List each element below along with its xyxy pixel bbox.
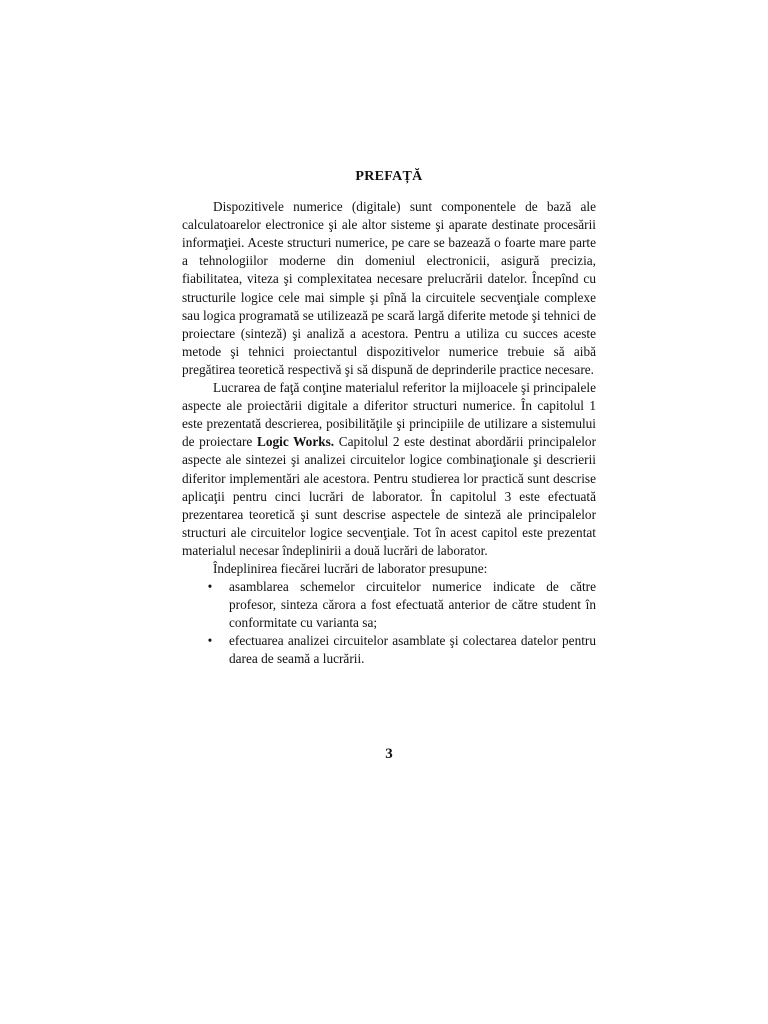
list-item-text: efectuarea analizei circuitelor asamblate şi colectarea datelor pentru darea de seamă a lucrării.: [229, 633, 596, 667]
paragraph-requirements: Îndeplinirea fiecărei lucrări de laborator presupune:: [213, 560, 488, 576]
paragraph-contents-text-2: Capitolul 2 este destinat abordării principalelor aspecte ale sintezei şi analizei circuitelor logice combinaţionale şi descrierii diferitor implementări ale acestora. Pentru studierea lor practică sunt descrise aplicaţii pentru cinci lucrări de laborator. În capitolul 3 este efectuată prezentarea teoretică şi sunt descrise aspectele de sinteză ale principalelor structuri ale circuitelor logice secvenţiale. Tot în acest capitol este prezentat materialul necesar îndeplinirii a două lucrări de laborator.: [182, 434, 597, 558]
document-page: [182, 168, 596, 669]
list-item: [182, 632, 596, 668]
list-item: [182, 578, 596, 632]
list-item-text: asamblarea schemelor circuitelor numerice indicate de către profesor, sinteza cărora a fost efectuată anterior de către student în conformitate cu varianta sa;: [229, 579, 596, 631]
requirements-list: [182, 578, 596, 668]
paragraph-contents-text-1: Lucrarea de faţă conţine materialul referitor la mijloacele şi principalele aspecte ale proiectării digitale a diferitor structuri numerice. În capitolul 1 este prezentată descrierea, posibilităţile şi principiile de utilizare a sistemului de proiectare: [182, 380, 596, 450]
paragraph-intro: Dispozitivele numerice (digitale) sunt componentele de bază ale calculatoarelor electronice şi ale altor sisteme şi aparate destinate procesării informaţiei. Aceste structuri numerice, pe care se bazează o foarte mare parte a tehnologiilor moderne din domeniul electronicii, asigură precizia, fiabilitatea, viteza şi complexitatea necesare prelucrării datelor. Începînd cu structurile logice cele mai simple şi pînă la circuitele secvenţiale complexe sau logica programată se utilizează pe scară largă diferite metode şi tehnici de proiectare (sinteză) şi analiză a acestora. Pentru a utiliza cu succes aceste metode şi tehnici proiectantul dispozitivelor numerice trebuie să aibă pregătirea teoretică respectivă şi să dispună de deprinderile practice necesare.: [182, 199, 596, 377]
bullet-icon: •: [207, 633, 213, 649]
page-title: PREFAȚĂ: [355, 169, 423, 184]
logic-works-term: Logic Works.: [256, 434, 335, 450]
page-number: 3: [385, 746, 393, 762]
bullet-icon: •: [207, 579, 213, 595]
paragraph-contents: [182, 379, 596, 560]
